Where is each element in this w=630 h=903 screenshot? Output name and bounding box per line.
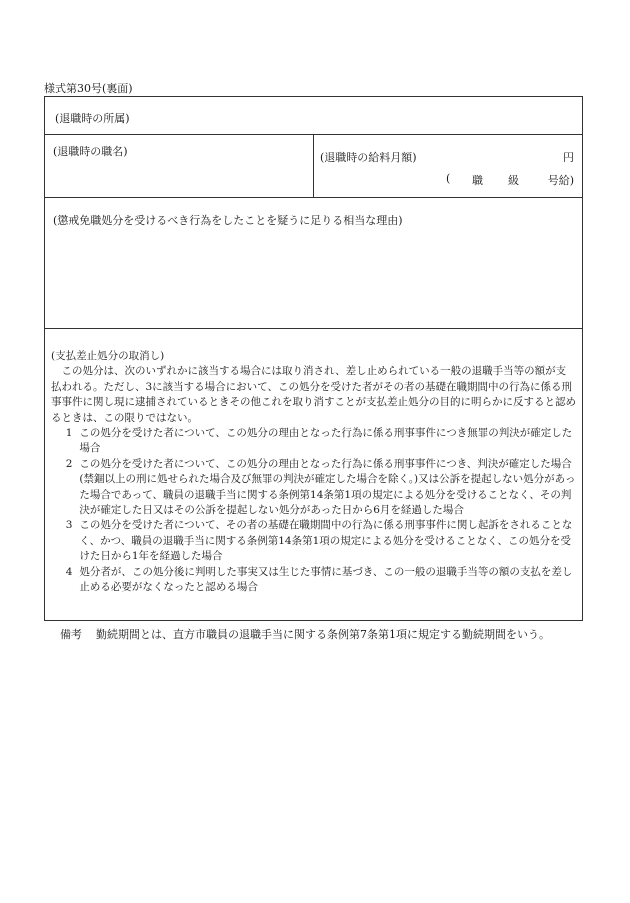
note (60, 626, 550, 642)
yen-unit: 円 (563, 151, 574, 164)
post-label: (退職時の職名) (53, 145, 128, 158)
grade-kyu: 級 (508, 174, 519, 187)
salary-cell (314, 135, 582, 197)
reason-label: (懲戒免職処分を受けるべき行為をしたことを疑うに足りる相当な理由) (53, 214, 403, 227)
item-text: この処分を受けた者について、その者の基礎在職期間中の行為に係る刑事事件に関し起訴をされることなく、かつ、職員の退職手当に関する条例第14条第1項の規定による処分を受けることなく、この処分を受けた日から1年を経過した場合 (79, 519, 573, 563)
affiliation-row (45, 97, 582, 135)
item-text: この処分を受けた者について、この処分の理由となった行為に係る刑事事件につき、判決が確定した場合(禁錮以上の刑に処せられた場合及び無罪の判決が確定した場合を除く。)又は公訴を提起しない処分があった場合であって、職員の退職手当に関する条例第14条第1項の規定による処分を受けることなく、その判決が確定した日又はその公訴を提起しない処分があった日から6月を経過した場合 (79, 457, 576, 517)
salary-label: (退職時の給料月額) (320, 151, 417, 164)
cancellation-row (45, 329, 582, 620)
note-label: 備考 (60, 628, 82, 641)
reason-row (45, 198, 582, 329)
item-text: この処分を受けた者について、この処分の理由となった行為に係る刑事事件につき無罪の判決が確定した場合 (79, 427, 573, 455)
cancellation-item-4 (51, 565, 576, 596)
item-number: 4 (65, 565, 73, 578)
item-number: 3 (65, 519, 73, 532)
grade-gokyu: 号給) (547, 174, 574, 187)
cancellation-body (51, 349, 576, 596)
cancellation-intro: この処分は、次のいずれかに該当する場合には取り消され、差し止められている一般の退職手当等の額が支払われる。ただし、3に該当する場合において、この処分を受けた者がその者の基礎在職期間中の行為に係る刑事事件に関し現に逮捕されているときその他これを取り消すことが支払差止処分の目的に明らかに反すると認めるときは、この限りではない。 (51, 365, 576, 424)
cancellation-item-1 (51, 426, 576, 457)
affiliation-label: (退職時の所属) (55, 112, 130, 125)
cancellation-item-2 (51, 457, 576, 519)
grade-shoku: 職 (472, 174, 483, 187)
item-number: 1 (65, 427, 73, 440)
note-text: 勤続期間とは、直方市職員の退職手当に関する条例第7条第1項に規定する勤続期間をいう。 (96, 628, 550, 641)
cancellation-title: (支払差止処分の取消し) (51, 350, 165, 362)
grade-open-paren: ( (446, 172, 451, 185)
item-text: 処分者が、この処分後に判明した事実又は生じた事情に基づき、この一般の退職手当等の額の支払を差し止める必要がなくなったと認める場合 (79, 565, 573, 594)
post-cell (45, 135, 314, 197)
form-title: 様式第30号(裏面) (44, 82, 133, 95)
form-table (44, 96, 583, 621)
cancellation-item-3 (51, 518, 576, 564)
item-number: 2 (65, 457, 73, 470)
post-salary-row (45, 135, 582, 198)
